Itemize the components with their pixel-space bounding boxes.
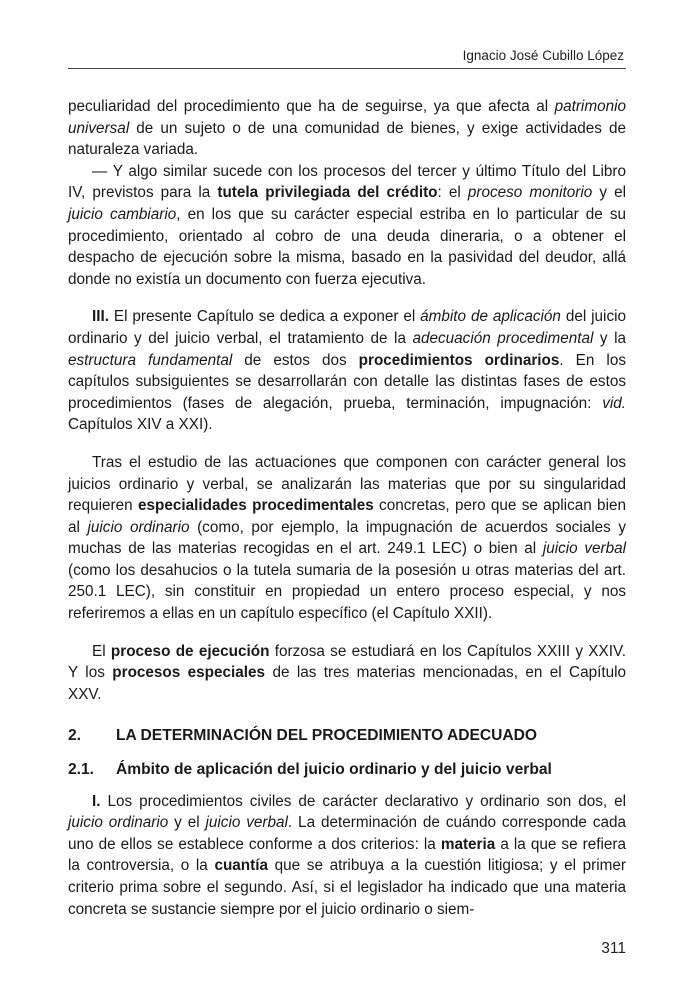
text-run: Tras el estudio de las actuaciones que componen con carácter general los juicios ordinario y verbal, se analizarán las materias que por su singularidad requieren — [68, 453, 626, 515]
italic-term: proceso monitorio — [467, 184, 593, 202]
bold-term: tutela privilegiada del crédito — [217, 184, 438, 202]
text-run: (como los desahucios o la tutela sumaria de la posesión u otras materias del art. 250.1 LEC), sin constituir en propiedad un entero proceso especial, y nos referiremos a ellas en un capítulo específico (el Capítulo XXII). — [68, 561, 626, 623]
section-title: LA DETERMINACIÓN DEL PROCEDIMIENTO ADECUADO — [116, 727, 538, 745]
italic-term: juicio cambiario — [68, 205, 177, 223]
header-author: Ignacio José Cubillo López — [462, 48, 624, 63]
running-header — [68, 40, 626, 69]
italic-term: vid. — [602, 394, 626, 412]
text-run: y la — [593, 329, 626, 347]
paragraph-credit-protection — [68, 161, 626, 291]
text-run: del juicio ordinario y del juicio verbal, el tratamiento de la — [68, 308, 626, 347]
section-marker: III. — [92, 308, 109, 326]
text-run: Los procedimientos civiles de carácter declarativo y ordinario son dos, el — [100, 792, 626, 810]
text-run: peculiaridad del procedimiento que ha de seguirse, ya que afecta al — [68, 98, 555, 115]
text-run: de un sujeto o de una comunidad de bienes, y exige actividades de naturaleza variada. — [68, 119, 626, 159]
subsection-title: Ámbito de aplicación del juicio ordinario y del juicio verbal — [116, 761, 552, 779]
paragraph-ordinary-procedures — [68, 791, 626, 921]
section-marker: I. — [92, 792, 101, 810]
text-run: forzosa se estudiará en los Capítulos XXIII y XXIV. Y los — [68, 642, 627, 682]
italic-term: juicio ordinario — [87, 518, 190, 536]
text-run: de las tres materias mencionadas, en el Capítulo XXV. — [68, 664, 627, 703]
text-run: (como, por ejemplo, la impugnación de acuerdos sociales y muchas de las materias recogidas en el art. 249.1 LEC) o bien al — [68, 518, 626, 558]
page-number: 311 — [601, 940, 626, 957]
text-run: El — [92, 642, 111, 660]
text-run: , en los que su carácter especial estriba en lo particular de su procedimiento, orientado al cobro de una deuda dineraria, o a obtener el despacho de ejecución sobre la misma, basado en la pasividad del deudor, allá donde no existía un documento con fuerza ejecutiva. — [68, 205, 626, 288]
paragraph-continuation — [68, 96, 626, 161]
italic-term: adecuación procedimental — [412, 329, 594, 347]
italic-term: juicio ordinario — [68, 814, 169, 832]
italic-term: estructura fundamental — [68, 351, 233, 369]
text-run: El presente Capítulo se dedica a exponer el — [109, 308, 421, 326]
section-number: 2. — [68, 727, 82, 745]
text-run: que se atribuya a la cuestión litigiosa; y el primer criterio prima sobre el segundo. Así, si el legislador ha indicado que una materia concreta se sustancie siempre por el juicio ordinario o siem- — [68, 857, 626, 918]
text-run: — Y algo similar sucede con los procesos del tercer y último Título del Libro IV, previstos para la — [68, 162, 626, 202]
text-run: . La determinación de cuándo corresponde cada uno de ellos se establece conforme a dos criterios: la — [68, 814, 626, 853]
section-heading — [68, 725, 626, 747]
bold-term: proceso de ejecución — [110, 642, 270, 660]
subsection-number: 2.1. — [68, 761, 95, 779]
page-body — [68, 96, 626, 920]
text-run: concretas, pero que se aplican bien al — [68, 497, 626, 536]
text-run: Capítulos XIV a XXI). — [68, 416, 213, 434]
text-run: . En los capítulos subsiguientes se desarrollarán con detalle las distintas fases de estos procedimientos (fases de alegación, prueba, terminación, impugnación: — [68, 351, 626, 412]
bold-term: especialidades procedimentales — [137, 497, 374, 515]
paragraph-chapter-scope — [68, 306, 626, 436]
italic-term: patrimonio universal — [68, 98, 626, 137]
paragraph-special-procedures — [68, 452, 626, 625]
text-run: : el — [437, 184, 468, 202]
bold-term: procesos especiales — [112, 664, 266, 682]
text-run: y el — [168, 814, 206, 832]
text-run: a la que se refiera la controversia, o la — [68, 835, 626, 875]
bold-term: procedimientos ordinarios — [358, 351, 560, 369]
italic-term: juicio verbal — [542, 540, 626, 558]
subsection-heading — [68, 759, 626, 781]
italic-term: ámbito de aplicación — [420, 308, 561, 326]
paragraph-execution — [68, 641, 626, 706]
bold-term: cuantía — [214, 857, 268, 875]
text-run: y el — [592, 184, 626, 202]
bold-term: materia — [440, 835, 496, 853]
text-run: de estos dos — [232, 351, 359, 369]
italic-term: juicio verbal — [205, 814, 288, 832]
